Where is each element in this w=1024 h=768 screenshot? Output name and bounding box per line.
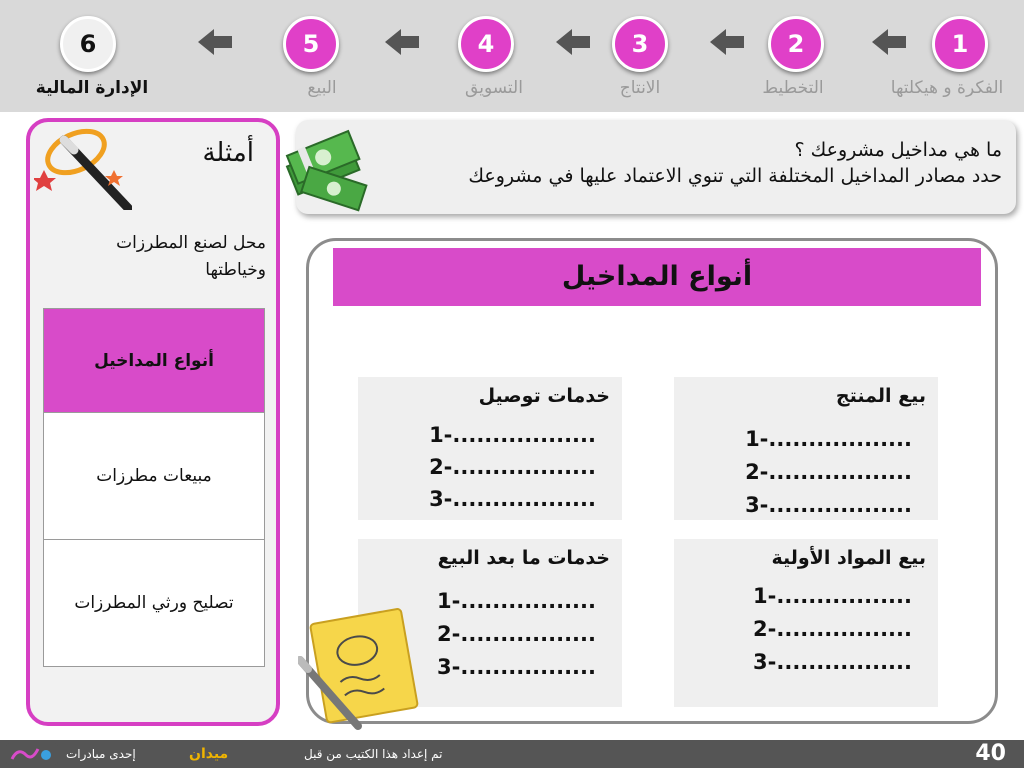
left-arrow-icon [198,31,232,53]
notepad-pencil-icon [298,606,426,732]
step-1-label: الفكرة و هيكلتها [890,78,1004,98]
step-4-circle[interactable]: 4 [458,16,514,72]
examples-header-cell: أنواع المداخيل [44,309,265,413]
card-line-2: 2-.................. [429,455,596,479]
card-line-3: 3-................. [753,650,912,674]
card-line-1: 1-.................. [429,423,596,447]
logo-icon [6,743,58,765]
step-6-circle[interactable]: 6 [60,16,116,72]
money-stack-icon [276,122,376,212]
income-types-title: أنواع المداخيل [333,248,981,306]
card-line-2: 2-................. [437,622,596,646]
step-1-circle[interactable]: 1 [932,16,988,72]
question-line-1: ما هي مداخيل مشروعك ؟ [794,139,1002,161]
page-number: 40 [975,741,1006,766]
credit-post: إحدى مبادرات [66,747,136,761]
step-2-circle[interactable]: 2 [768,16,824,72]
left-arrow-icon [710,31,744,53]
card-line-2: 2-.................. [745,460,912,484]
card-line-1: 1-.................. [745,427,912,451]
card-line-1: 1-................. [437,589,596,613]
examples-cell-sales: مبيعات مطرزات [44,413,265,540]
left-arrow-icon [385,31,419,53]
left-arrow-icon [872,31,906,53]
step-5-label: البيع [307,78,337,98]
step-3-circle[interactable]: 3 [612,16,668,72]
step-6-label: الإدارة المالية [35,78,149,98]
card-line-1: 1-................. [753,584,912,608]
examples-cell-repair: تصليح ورثي المطرزات [44,540,265,667]
step-4-label: التسويق [465,78,523,98]
card-line-3: 3-................. [437,655,596,679]
card-line-3: 3-.................. [745,493,912,517]
card-title: بيع المنتج [835,385,926,407]
income-card-delivery [358,377,622,520]
left-arrow-icon [556,31,590,53]
card-title: خدمات توصيل [478,385,610,407]
example-description: محل لصنع المطرزات وخياطتها [116,233,266,280]
income-card-product-sales [674,377,938,520]
card-title: خدمات ما بعد البيع [437,547,610,569]
credit-pre: تم إعداد هذا الكتيب من قبل [304,747,443,761]
step-5-circle[interactable]: 5 [283,16,339,72]
brand-name: ميدان [189,746,229,762]
card-line-3: 3-.................. [429,487,596,511]
card-line-2: 2-................. [753,617,912,641]
step-3-label: الانتاج [619,78,661,98]
step-2-label: التخطيط [762,78,824,98]
card-title: بيع المواد الأولية [771,547,926,569]
footer-bar [0,740,1024,768]
income-card-raw-materials [674,539,938,707]
examples-table [43,308,265,667]
examples-title: أمثلة [202,138,254,168]
question-line-2: حدد مصادر المداخيل المختلفة التي تنوي الاعتماد عليها في مشروعك [468,165,1002,187]
magic-wand-icon [34,122,132,210]
